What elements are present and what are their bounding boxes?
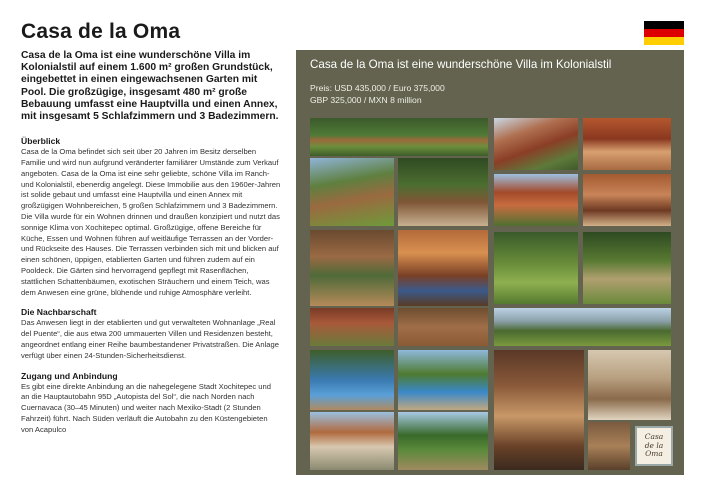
section-text-overview: Casa de la Oma befindet sich seit über 20 Jahren im Besitz derselben Familie und wird nun aufgrund veränderter familiärer Umstände zum Verkauf angeboten. Casa de la Oma ist eine sehr geliebte, schöne Villa im Ranch- und Kolonialstil, ebenerdig angelegt. Diese Immobilie aus den 1960er-Jahren ist solide gebaut und umfasst eine Hauptvilla und einen Annex mit großzügigen Wohnbereichen, 5 großen Schlafzimmern und 3 Badezimmern. Die Villa wurde für ein Wohnen drinnen und draußen konzipiert und nutzt das sonnige Klima von Xochitepec optimal. Großzügige, offene Bereiche für Küche, Essen und Wohnen führen auf weitläufige Terrassen an der Vorder- und Rückseite des Hauses. Die Terrassen verbinden sich mit und blicken auf einen schönen, üppigen, etablierten Garten und führen zudem auf ein Pooldeck. Die Gärten sind hervorragend gepflegt mit Rasenflächen, stattlichen Schattenbäumen, exotischen Sträuchern und einem Teich, was dem Anwesen eine grüne, blühende und ruhige Atmosphäre verleiht.	[21, 147, 281, 297]
flag-stripe-black	[644, 21, 684, 29]
panel-title: Casa de la Oma ist eine wunderschöne Villa im Kolonialstil	[310, 58, 612, 71]
price-line-2: GBP 325,000 / MXN 8 million	[310, 94, 422, 105]
price-line-1: Preis: USD 435,000 / Euro 375,000	[310, 83, 445, 93]
gallery-photo[interactable]	[310, 118, 488, 156]
gallery-photo[interactable]	[398, 230, 488, 306]
gallery-photo[interactable]	[310, 158, 394, 226]
section-heading-neighborhood: Die Nachbarschaft	[21, 307, 97, 318]
section-text-access: Es gibt eine direkte Anbindung an die nahegelegene Stadt Xochitepec und an die Hauptautobahn 95D „Autopista del Sol“, die nach Norden nach Cuernavaca (30–45 Minuten) und weiter nach Mexiko-Stadt (2 Stunden Fahrzeit) führt. Nach Süden verläuft die Autobahn zu den Küstengebieten von Acapulco	[21, 381, 271, 434]
gallery-photo[interactable]	[583, 118, 671, 170]
gallery-photo[interactable]	[494, 232, 578, 304]
flag-stripe-red	[644, 29, 684, 37]
gallery-photo[interactable]	[494, 174, 578, 226]
price-info	[310, 83, 445, 106]
gallery-photo[interactable]	[398, 412, 488, 470]
casa-de-la-oma-logo	[635, 426, 673, 466]
page-title: Casa de la Oma	[21, 20, 181, 43]
gallery-photo[interactable]	[494, 308, 671, 346]
logo-line-3: Oma	[645, 449, 663, 459]
gallery-photo[interactable]	[310, 350, 394, 410]
section-heading-access: Zugang und Anbindung	[21, 370, 118, 381]
logo-line-1: Casa	[644, 432, 664, 442]
section-text-neighborhood: Das Anwesen liegt in der etablierten und gut verwalteten Wohnanlage „Real del Puente“, die aus etwa 200 ummauerten Villen und Residenzen besteht, angeordnet entlang einer Reihe baumbestandener Privatstraßen. Die Anlage verfügt über einen 24-Stunden-Sicherheitsdienst.	[21, 318, 279, 360]
logo-line-2: de la	[644, 440, 664, 450]
gallery-panel	[296, 50, 684, 475]
gallery-photo[interactable]	[310, 308, 394, 346]
gallery-photo[interactable]	[583, 174, 671, 226]
flag-stripe-gold	[644, 37, 684, 45]
gallery-photo[interactable]	[588, 422, 630, 470]
gallery-photo[interactable]	[398, 308, 488, 346]
gallery-photo[interactable]	[494, 118, 578, 170]
gallery-photo[interactable]	[310, 230, 394, 306]
gallery-photo[interactable]	[583, 232, 671, 304]
gallery-photo[interactable]	[588, 350, 671, 420]
germany-flag-icon[interactable]	[644, 21, 684, 45]
section-heading-overview: Überblick	[21, 136, 61, 147]
gallery-photo[interactable]	[398, 350, 488, 410]
gallery-photo[interactable]	[494, 350, 584, 470]
gallery-photo[interactable]	[398, 158, 488, 226]
intro-text: Casa de la Oma ist eine wunderschöne Villa im Kolonialstil auf einem 1.600 m² großen Grundstück, eingebettet in einen eingewachsenen Garten mit Pool. Die großzügige, insgesamt 480 m² große Bebauung umfasst eine Hauptvilla und einen Annex, mit insgesamt 5 Schlafzimmern und 3 Badezimmern.	[21, 50, 279, 123]
gallery-photo[interactable]	[310, 412, 394, 470]
description-column	[21, 50, 281, 436]
